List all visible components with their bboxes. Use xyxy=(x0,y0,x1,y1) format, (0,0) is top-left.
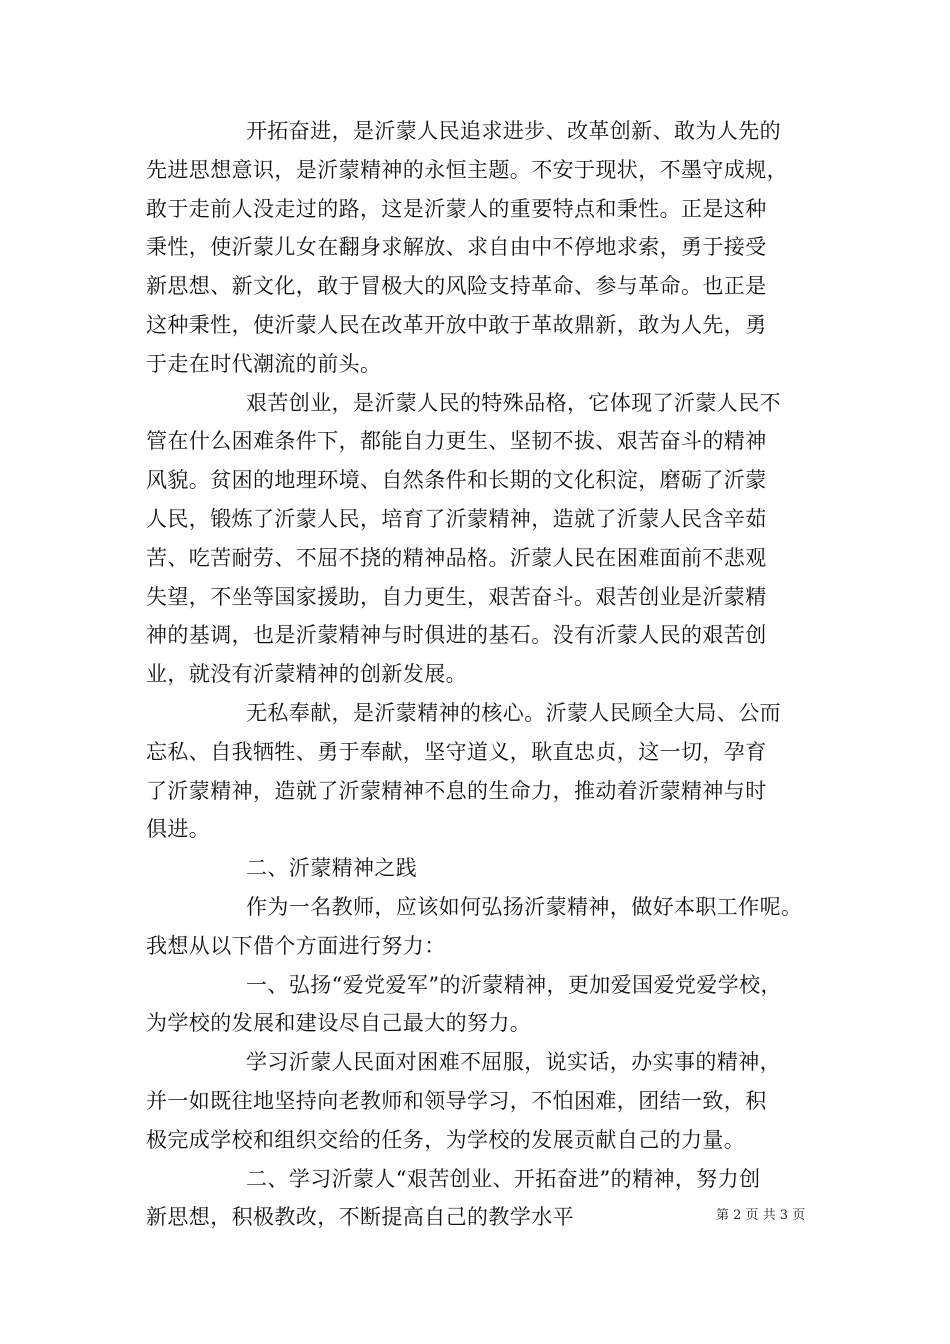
text-line: 为学校的发展和建设尽自己最大的努力。 xyxy=(146,1011,532,1036)
text-line: 于走在时代潮流的前头。 xyxy=(146,351,382,376)
page-number: 第 2 页 共 3 页 xyxy=(716,1208,806,1223)
text-line: 人民，锻炼了沂蒙人民，培育了沂蒙精神，造就了沂蒙人民含辛茹 xyxy=(146,506,767,531)
document-body xyxy=(146,112,822,1237)
text-line: 失望，不坐等国家援助，自力更生，艰苦奋斗。艰苦创业是沂蒙精 xyxy=(146,584,767,609)
text-line: 极完成学校和组织交给的任务，为学校的发展贡献自己的力量。 xyxy=(146,1127,746,1152)
text-line: 秉性，使沂蒙儿女在翻身求解放、求自由中不停地求索，勇于接受 xyxy=(146,235,767,260)
text-line: 风貌。贫困的地理环境、自然条件和长期的文化积淀，磨砺了沂蒙 xyxy=(146,468,767,493)
text-line: 新思想、新文化，敢于冒极大的风险支持革命、参与革命。也正是 xyxy=(146,274,767,299)
text-line: 艰苦创业，是沂蒙人民的特殊品格，它体现了沂蒙人民不 xyxy=(246,390,781,415)
text-line: 作为一名教师，应该如何弘扬沂蒙精神，做好本职工作呢。 xyxy=(246,894,803,919)
section-heading: 二、沂蒙精神之践 xyxy=(246,856,418,881)
text-line: 学习沂蒙人民面对困难不屈服，说实话，办实事的精神， xyxy=(246,1050,781,1075)
text-line: 这种秉性，使沂蒙人民在改革开放中敢于革故鼎新，敢为人先，勇 xyxy=(146,312,767,337)
text-line: 并一如既往地坚持向老教师和领导学习，不怕困难，团结一致，积 xyxy=(146,1088,767,1113)
text-line: 新思想，积极教改，不断提高自己的教学水平 xyxy=(146,1205,574,1230)
text-line: 忘私、自我牺牲、勇于奉献，坚守道义，耿直忠贞，这一切，孕育 xyxy=(146,739,767,764)
text-line: 先进思想意识，是沂蒙精神的永恒主题。不安于现状，不墨守成规， xyxy=(146,157,788,182)
text-line: 无私奉献，是沂蒙精神的核心。沂蒙人民顾全大局、公而 xyxy=(246,700,781,725)
text-line: 敢于走前人没走过的路，这是沂蒙人的重要特点和秉性。正是这种 xyxy=(146,196,767,221)
text-line: 开拓奋进，是沂蒙人民追求进步、改革创新、敢为人先的 xyxy=(246,119,781,143)
text-line: 业，就没有沂蒙精神的创新发展。 xyxy=(146,662,467,687)
text-line: 一、弘扬“爱党爱军”的沂蒙精神，更加爱国爱党爱学校， xyxy=(246,972,782,997)
text-line: 了沂蒙精神，造就了沂蒙精神不息的生命力，推动着沂蒙精神与时 xyxy=(146,778,767,803)
text-line: 苦、吃苦耐劳、不屈不挠的精神品格。沂蒙人民在困难面前不悲观 xyxy=(146,545,767,570)
text-line: 管在什么困难条件下，都能自力更生、坚韧不拔、艰苦奋斗的精神 xyxy=(146,429,767,454)
text-line: 俱进。 xyxy=(146,817,211,842)
text-line: 我想从以下借个方面进行努力： xyxy=(146,933,446,958)
text-line: 二、学习沂蒙人“艰苦创业、开拓奋进”的精神，努力创 xyxy=(246,1166,761,1191)
text-line: 神的基调，也是沂蒙精神与时俱进的基石。没有沂蒙人民的艰苦创 xyxy=(146,623,767,648)
